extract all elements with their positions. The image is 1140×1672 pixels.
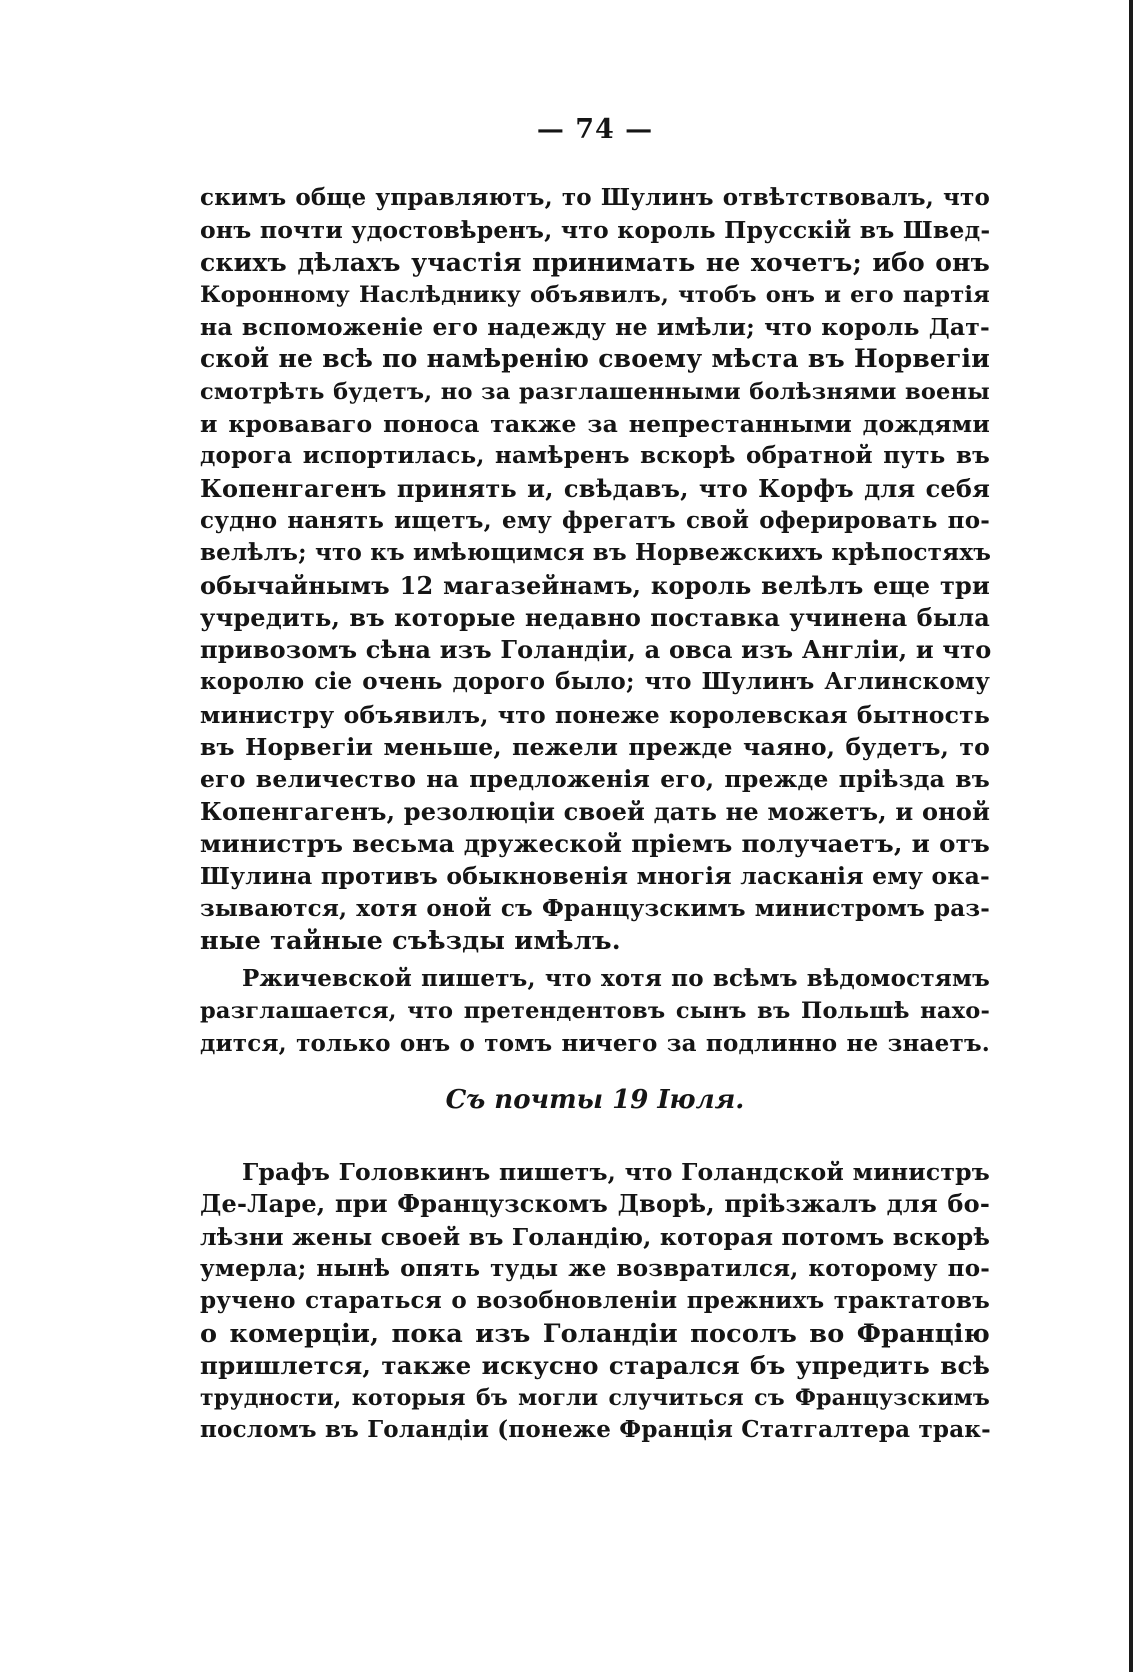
text-line: пришлется, также искусно старался бъ упредить всѣ (200, 1350, 990, 1380)
page-number: — 74 — (536, 114, 654, 145)
text-line: скимъ обще управляютъ, то Шулинъ отвѣтствовалъ, что (200, 184, 990, 211)
section-heading: Съ почты 19 Іюля. (445, 1085, 745, 1116)
text-line: Копенгагенъ принять и, свѣдавъ, что Корфъ для себя (200, 473, 990, 503)
text-line: посломъ въ Голандіи (понеже Франція Статгалтера трак- (200, 1416, 991, 1444)
text-line: скихъ дѣлахъ участія принимать не хочетъ; ибо онъ (200, 247, 990, 277)
text-line: дится, только онъ о томъ ничего за подлинно не знаетъ. (200, 1029, 990, 1057)
text-line: разглашается, что претендентовъ сынъ въ Польшѣ нахо- (200, 998, 990, 1025)
text-line: Ржичевской пишетъ, что хотя по всѣмъ вѣдомостямъ (242, 965, 990, 993)
text-line: королю сіе очень дорого было; что Шулинъ Аглинскому (200, 668, 990, 696)
book-page (200, 110, 990, 1447)
text-line: Де-Ларе, при Французскомъ Дворѣ, пріѣзжалъ для бо- (200, 1189, 990, 1219)
text-line: Графъ Головкинъ пишетъ, что Голандской министръ (242, 1158, 990, 1187)
text-line: смотрѣть будетъ, но за разглашенными болѣзнями воены (200, 378, 990, 405)
paragraph-3 (200, 1156, 990, 1447)
text-line: на вспоможеніе его надежду не имѣли; что король Дат- (200, 313, 990, 342)
text-line: онъ почти удостовѣренъ, что король Прусскій въ Швед- (200, 216, 991, 245)
text-line: министръ весьма дружеской пріемъ получаетъ, и отъ (200, 828, 990, 858)
text-line: въ Норвегіи меньше, пежели прежде чаяно, будетъ, то (200, 733, 990, 762)
text-line: о комерціи, пока изъ Голандіи посолъ во Францію (200, 1318, 990, 1349)
text-line: ручено стараться о возобновленіи прежнихъ трактатовъ (200, 1287, 990, 1315)
text-line: учредить, въ которые недавно поставка учинена была (200, 602, 990, 632)
text-line: обычайнымъ 12 магазейнамъ, король велѣлъ еще три (200, 570, 990, 600)
text-line: и кроваваго поноса также за непрестанными дождями (200, 410, 990, 439)
text-line: его величество на предложенія его, прежде пріѣзда въ (200, 765, 990, 794)
text-line: Копенгагенъ, резолюціи своей дать не можетъ, и оной (200, 796, 991, 826)
text-line: ской не всѣ по намѣренію своему мѣста въ Норвегіи (200, 344, 990, 374)
page-edge-line (1129, 0, 1133, 1672)
text-line: велѣлъ; что къ имѣющимся въ Норвежскихъ крѣпостяхъ (200, 539, 992, 567)
text-line: ные тайные съѣзды имѣлъ. (200, 925, 621, 956)
paragraph-1 (200, 182, 990, 957)
text-line: дорога испортилась, намѣренъ вскорѣ обратной путь въ (200, 442, 990, 470)
text-line: Шулина противъ обыкновенія многія ласканія ему ока- (200, 862, 990, 891)
text-line: министру объявилъ, что понеже королевская бытность (200, 700, 990, 729)
paragraph-2 (200, 963, 990, 1060)
text-line: зываются, хотя оной съ Французскимъ министромъ раз- (200, 894, 990, 922)
text-line: привозомъ сѣна изъ Голандіи, а овса изъ Англіи, и что (200, 635, 992, 665)
text-line: умерла; нынѣ опять туды же возвратился, которому по- (200, 1254, 990, 1282)
text-line: Коронному Наслѣднику объявилъ, чтобъ онъ и его партія (200, 281, 990, 308)
text-line: судно нанять ищетъ, ему фрегатъ свой оферировать по- (200, 506, 990, 534)
text-line: трудности, которыя бъ могли случиться съ Французскимъ (200, 1385, 990, 1412)
text-line: лѣзни жены своей въ Голандію, которая потомъ вскорѣ (200, 1222, 991, 1251)
